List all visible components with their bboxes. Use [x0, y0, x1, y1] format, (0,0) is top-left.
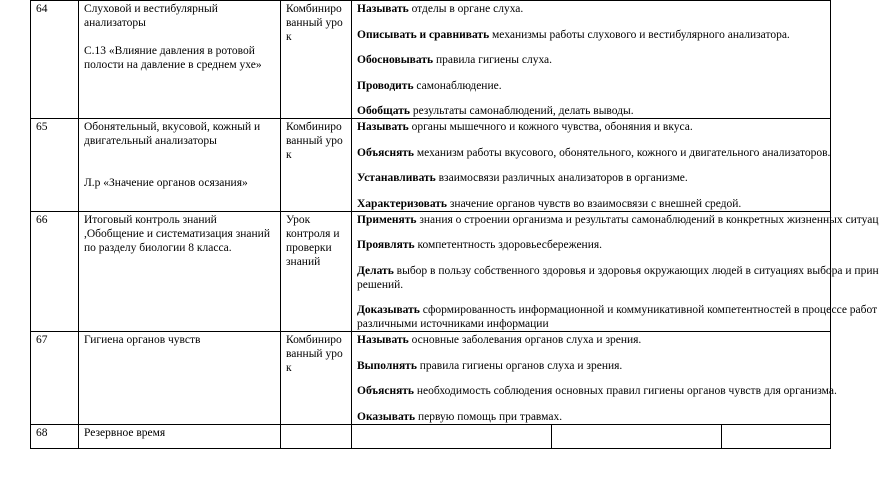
topic-title: Слуховой и вестибулярный анализаторы — [84, 3, 218, 29]
table-row — [31, 211, 831, 332]
lesson-type — [281, 424, 352, 448]
lesson-type: Комбинированный урок — [281, 332, 352, 425]
activity-item: Делать выбор в пользу собственного здоровья и здоровья окружающих людей в ситуациях выбора и прин решений. — [357, 264, 879, 291]
activity-item: Характеризовать значение органов чувств во взаимосвязи с внешней средой. — [357, 197, 742, 210]
learning-activities — [352, 1, 831, 119]
table-row — [31, 119, 831, 212]
topic-title: Обонятельный, вкусовой, кожный и двигательный анализаторы — [84, 121, 261, 147]
activity-item: Обобщать результаты самонаблюдений, делать выводы. — [357, 105, 634, 117]
activity-item: Доказывать сформированность информационной и коммуникативной компетентностей в процессе работ различными источниками информации — [357, 304, 878, 330]
lesson-type: Комбинированный урок — [281, 119, 352, 212]
topic-practical: С.13 «Влияние давления в ротовой полости на давление в среднем ухе» — [84, 45, 262, 71]
activity-item: Проявлять компетентность здоровьесбережения. — [357, 239, 603, 251]
lesson-number: 64 — [31, 1, 79, 119]
lesson-type: Комбинированный урок — [281, 1, 352, 119]
activity-item: Устанавливать взаимосвязи различных анализаторов в организме. — [357, 172, 688, 184]
activity-item: Объяснять механизм работы вкусового, обонятельного, кожного и двигательного анализаторов. — [357, 146, 831, 159]
empty-cell — [352, 424, 552, 448]
activity-item: Описывать и сравнивать механизмы работы слухового и вестибулярного анализатора. — [357, 28, 790, 41]
lesson-topic — [79, 332, 281, 425]
lesson-topic — [79, 119, 281, 212]
lesson-number: 66 — [31, 211, 79, 332]
activity-item: Проводить самонаблюдение. — [357, 79, 502, 92]
topic-title: Гигиена органов чувств — [84, 334, 201, 346]
activity-item: Оказывать первую помощь при травмах. — [357, 410, 563, 423]
activity-item: Применять знания о строении организма и результаты самонаблюдений в конкретных жизненных ситуац — [357, 213, 879, 226]
empty-cell — [552, 424, 722, 448]
lesson-topic — [79, 211, 281, 332]
lesson-topic: Резервное время — [79, 424, 281, 448]
table-row — [31, 424, 831, 448]
topic-practical: Л.р «Значение органов осязания» — [84, 177, 248, 189]
activity-item: Обосновывать правила гигиены слуха. — [357, 54, 553, 66]
empty-cell — [722, 424, 831, 448]
learning-activities — [352, 211, 879, 332]
activity-item: Объяснять необходимость соблюдения основных правил гигиены органов чувств для организма. — [357, 385, 837, 397]
lesson-type: Урок контроля и проверки знаний — [281, 211, 352, 332]
table-row — [31, 332, 831, 425]
topic-title: Итоговый контроль знаний ,Обобщение и систематизация знаний по разделу биологии 8 класса. — [84, 213, 270, 254]
activity-item: Называть органы мышечного и кожного чувства, обоняния и вкуса. — [357, 121, 693, 133]
lesson-plan-table — [30, 0, 879, 449]
lesson-number: 65 — [31, 119, 79, 212]
lesson-topic — [79, 1, 281, 119]
activity-item: Называть основные заболевания органов слуха и зрения. — [357, 334, 642, 346]
activity-item: Называть отделы в органе слуха. — [357, 3, 524, 15]
table-row — [31, 1, 831, 119]
lesson-number: 68 — [31, 424, 79, 448]
lesson-number: 67 — [31, 332, 79, 425]
activity-item: Выполнять правила гигиены органов слуха и зрения. — [357, 359, 623, 372]
learning-activities — [352, 332, 837, 425]
learning-activities — [352, 119, 831, 212]
